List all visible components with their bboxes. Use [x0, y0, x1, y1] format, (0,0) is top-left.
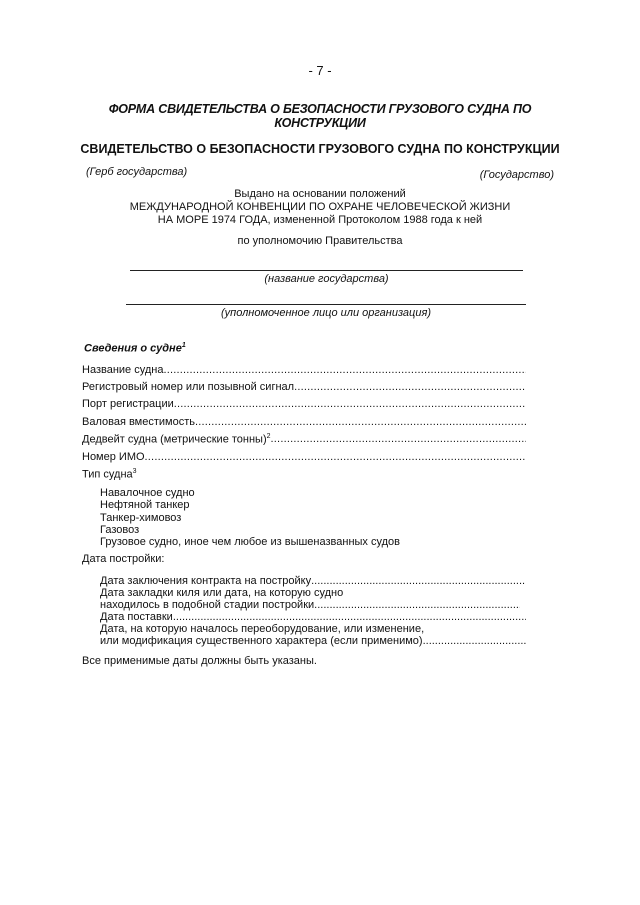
- fill-in-dots: [173, 611, 526, 623]
- ship-type-option: Газовоз: [100, 523, 140, 536]
- all-dates-note: Все применимые даты должны быть указаны.: [82, 655, 317, 667]
- ship-type-option: Нефтяной танкер: [100, 499, 190, 512]
- fill-in-dots: [174, 398, 526, 410]
- field-imo-number: Номер ИМО .....: [82, 451, 526, 463]
- field-keel-date: находилось в подобной стадии постройки .....: [100, 599, 520, 611]
- state-name-line: [130, 270, 523, 271]
- fill-in-dots: [311, 575, 526, 587]
- ship-type-option: Танкер-химовоз: [100, 511, 182, 524]
- footnote-marker: 3: [132, 468, 137, 475]
- field-port-of-registry: Порт регистрации .....: [82, 398, 526, 410]
- keel-date-label: Дата закладки киля или дата, на которую судно: [100, 587, 344, 599]
- authority-text: по уполномочию Правительства: [237, 235, 403, 247]
- certificate-title: СВИДЕТЕЛЬСТВО О БЕЗОПАСНОСТИ ГРУЗОВОГО СУДНА ПО КОНСТРУКЦИИ: [80, 142, 560, 156]
- issued-line: НА МОРЕ 1974 ГОДА, измененной Протоколом 1988 года к ней: [157, 214, 483, 226]
- field-delivery-date: Дата поставки .....: [100, 611, 526, 623]
- issued-line: МЕЖДУНАРОДНОЙ КОНВЕНЦИИ ПО ОХРАНЕ ЧЕЛОВЕЧЕСКОЙ ЖИЗНИ: [129, 201, 511, 213]
- field-conversion-date: или модификация существенного характера (если применимо) .....: [100, 635, 526, 647]
- conversion-date-label: Дата, на которую началось переоборудование, или изменение,: [100, 623, 425, 635]
- ship-details-heading: Сведения о судне$^1$: [84, 342, 186, 355]
- authorized-line: [126, 304, 526, 305]
- fill-in-dots: [195, 416, 526, 428]
- issued-basis: [120, 188, 520, 227]
- field-contract-date: Дата заключения контракта на постройку .....: [100, 575, 526, 587]
- coat-of-arms-label: (Герб государства): [86, 166, 188, 178]
- authorized-caption: (уполномоченное лицо или организация): [221, 307, 431, 319]
- field-registration-number: Регистровый номер или позывной сигнал .....: [82, 381, 526, 393]
- field-deadweight: Дедвейт судна (метрические тонны)$^2$ .....: [82, 433, 526, 446]
- form-title: ФОРМА СВИДЕТЕЛЬСТВА О БЕЗОПАСНОСТИ ГРУЗОВОГО СУДНА ПО КОНСТРУКЦИИ: [108, 102, 532, 130]
- footnote-marker: 1: [181, 342, 186, 349]
- ship-type-list: [100, 487, 400, 548]
- ship-type-option: Грузовое судно, иное чем любое из вышеназванных судов: [100, 536, 400, 549]
- state-name-caption: (название государства): [264, 273, 389, 285]
- ship-type-label: Тип судна$^3$: [82, 468, 137, 481]
- build-date-label: Дата постройки:: [82, 553, 165, 565]
- ship-type-option: Навалочное судно: [100, 487, 195, 499]
- fill-in-dots: [271, 433, 526, 446]
- footnote-marker: 2: [266, 433, 271, 440]
- field-gross-tonnage: Валовая вместимость .....: [82, 416, 526, 428]
- field-ship-name: Название судна .....: [82, 364, 526, 376]
- page-number: - 7 -: [308, 63, 332, 78]
- fill-in-dots: [294, 381, 526, 393]
- fill-in-dots: [145, 451, 526, 463]
- fill-in-dots: [314, 599, 520, 611]
- state-label: (Государство): [479, 169, 554, 181]
- issued-line: Выдано на основании положений: [234, 188, 406, 200]
- fill-in-dots: [163, 364, 526, 376]
- fill-in-dots: [423, 635, 526, 647]
